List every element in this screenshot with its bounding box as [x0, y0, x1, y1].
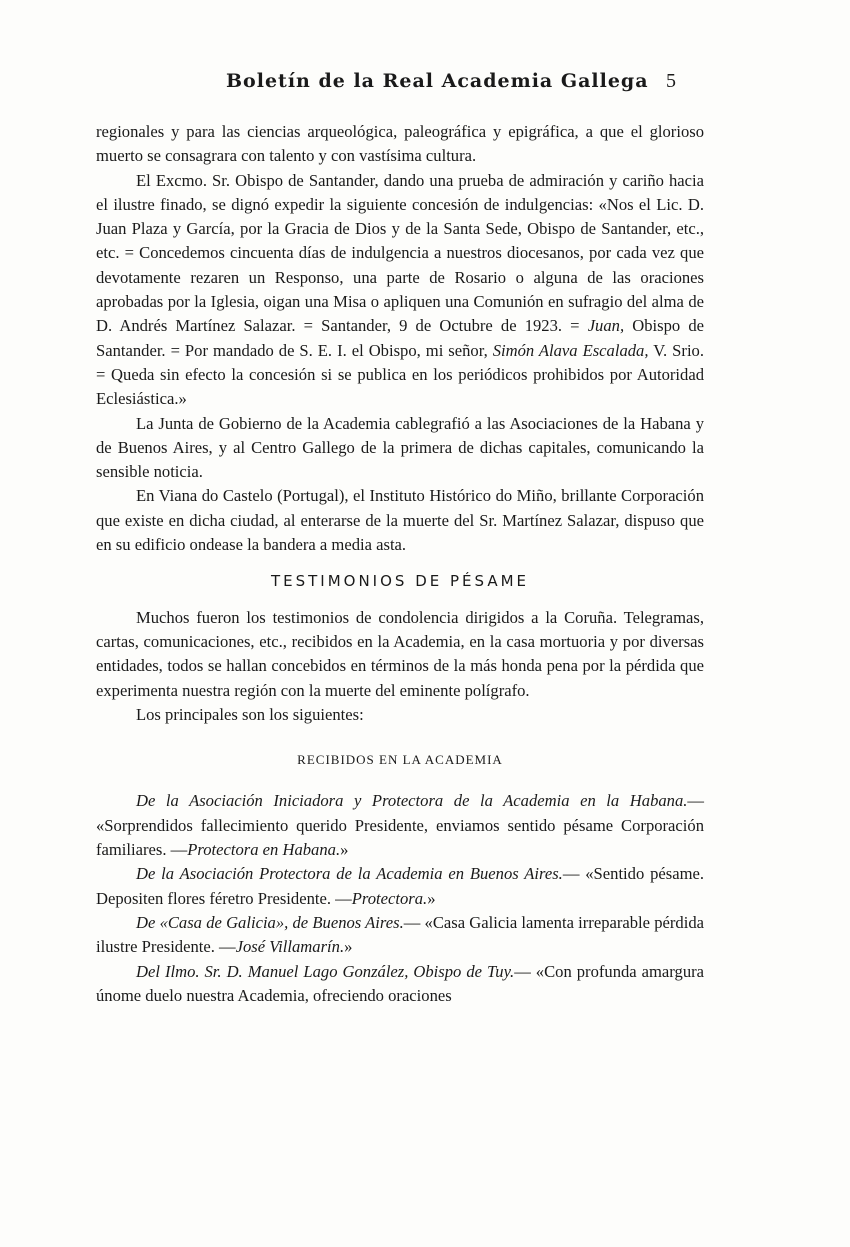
- message-from: De «Casa de Galicia», de Buenos Aires.: [136, 912, 404, 932]
- journal-title: Boletín de la Real Academia Gallega: [226, 70, 649, 92]
- subsection-title: RECIBIDOS EN LA ACADEMIA: [297, 752, 503, 768]
- paragraph-cablegram: La Junta de Gobierno de la Academia cablegrafió a las Asociaciones de la Habana y de Buenos Aires, y al Centro Gallego de la primera de dichas capitales, comunicando la sensible noticia.: [96, 413, 704, 482]
- page-number: 5: [666, 70, 676, 92]
- message-text: — «Casa Galicia lamenta irreparable pérdida ilustre Presidente. —: [96, 912, 704, 957]
- message-signature: José Villamarín.: [235, 937, 345, 957]
- indulgences-end: V. Srio. = Queda sin efecto la concesión si se publica en los periódicos prohibidos por Autoridad Eclesiástica.»: [96, 340, 704, 409]
- message-from: De la Asociación Protectora de la Academia en Buenos Aires.: [136, 864, 563, 884]
- message-habana: [96, 789, 704, 862]
- paragraph-viana: En Viana do Castelo (Portugal), el Instituto Histórico do Miño, brillante Corporación que existe en dicha ciudad, al enterarse de la muerte del Sr. Martínez Salazar, dispuso que en su edificio ondease la bandera a media asta.: [96, 486, 704, 555]
- message-signature: Protectora en Habana.: [187, 840, 341, 860]
- message-text: — «Con profunda amargura únome duelo nuestra Academia, ofreciendo oraciones: [96, 961, 705, 1005]
- section-title: TESTIMONIOS DE PÉSAME: [270, 572, 530, 591]
- paragraph-continuation: regionales y para las ciencias arqueológica, paleográfica y epigráfica, a que el glorioso muerto se consagrara con talento y con vastísima cultura.: [96, 122, 704, 166]
- message-text: — «Sorprendidos fallecimiento querido Presidente, enviamos sentido pésame Corporación familiares. —: [96, 791, 704, 860]
- message-from: De la Asociación Iniciadora y Protectora de la Academia en la Habana.: [136, 791, 688, 811]
- signature-alava: Simón Alava Escalada,: [492, 340, 649, 360]
- message-close: »: [340, 840, 349, 860]
- page-body: [96, 120, 704, 1008]
- message-signature: Protectora.: [351, 888, 428, 908]
- signature-juan: Juan,: [587, 316, 625, 336]
- message-from: Del Ilmo. Sr. D. Manuel Lago González, Obispo de Tuy.: [136, 961, 515, 981]
- paragraph-indulgences: [96, 169, 704, 412]
- paragraph-testimonies: Muchos fueron los testimonios de condolencia dirigidos a la Coruña. Telegramas, cartas, comunicaciones, etc., recibidos en la Academia, en la casa mortuoria y por diversas entidades, todos se hallan concebidos en términos de la más honda pena por la pérdida que experimenta nuestra región con la muerte del eminente polígrafo.: [96, 607, 704, 700]
- message-close: »: [427, 888, 436, 908]
- paragraph-principal: Los principales son los siguientes:: [136, 704, 364, 724]
- indulgences-mid: Obispo de Santander. = Por mandado de S. E. I. el Obispo, mi señor,: [96, 316, 704, 360]
- message-tuy: [96, 960, 704, 1009]
- message-close: »: [344, 937, 353, 957]
- message-buenos-aires: [96, 862, 704, 911]
- message-casa-galicia: [96, 911, 704, 960]
- running-header: [96, 70, 706, 98]
- message-text: — «Sentido pésame. Depositen flores féretro Presidente. —: [96, 864, 704, 908]
- indulgences-text: El Excmo. Sr. Obispo de Santander, dando una prueba de admiración y cariño hacia el ilustre finado, se dignó expedir la siguiente concesión de indulgencias: «Nos el Lic. D. Juan Plaza y García, por la Gracia de Dios y de la Santa Sede, Obispo de Santander, etc., etc. = Concedemos cincuenta días de indulgencia a nuestros diocesanos, por cada vez que devotamente rezaren un Responso, una parte de Rosario o alguna de las oraciones aprobadas por la Iglesia, oigan una Misa o apliquen una Comunión en sufragio del alma de D. Andrés Martínez Salazar. = Santander, 9 de Octubre de 1923. =: [96, 170, 704, 336]
